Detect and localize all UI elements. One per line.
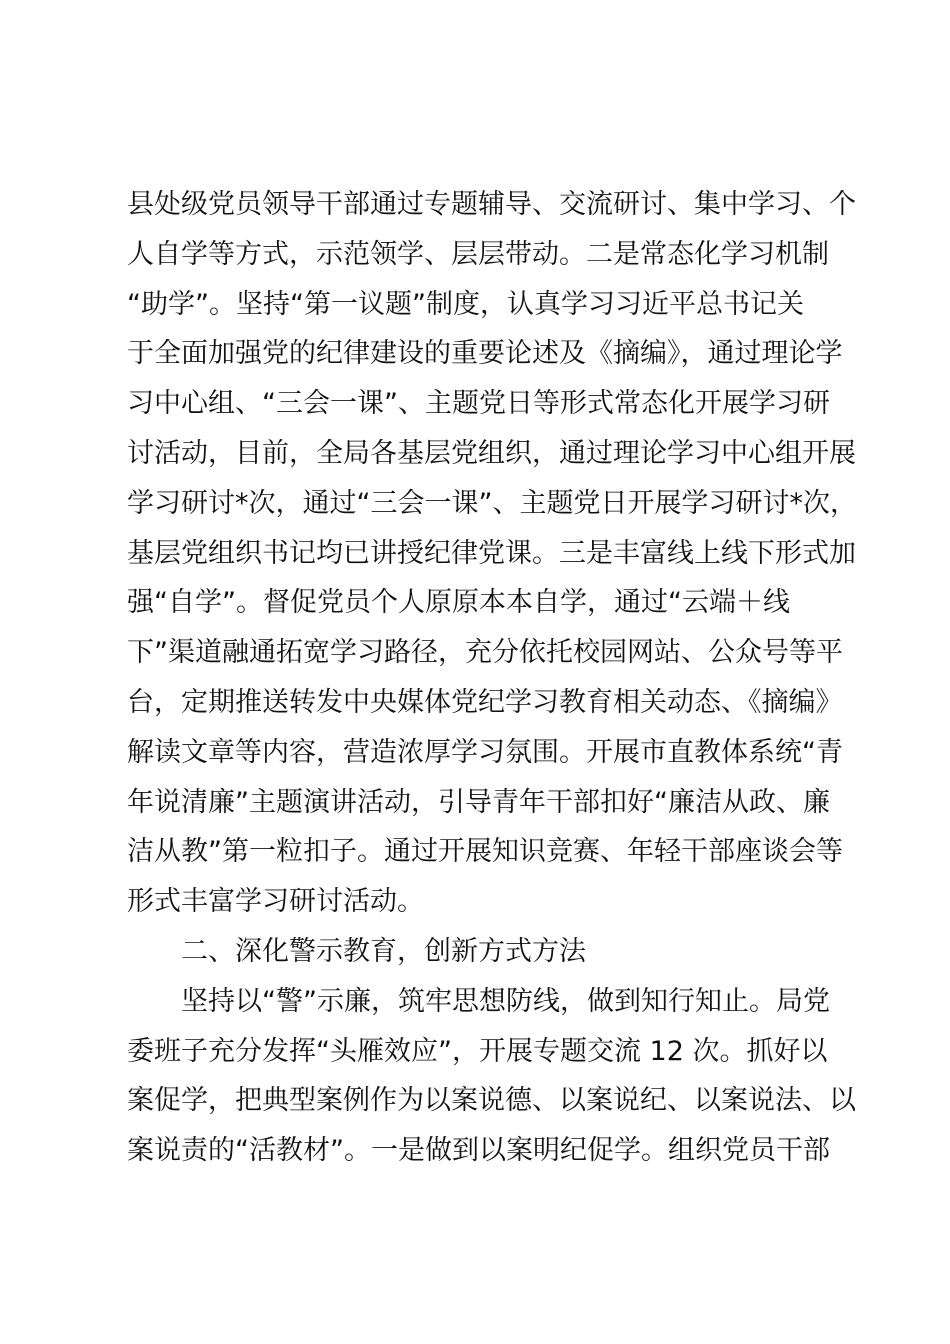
paragraph-line: 案促学，把典型案例作为以案说德、以案说纪、以案说法、以 [127,1085,856,1117]
paragraph-line: 人自学等方式，示范领学、层层带动。二是常态化学习机制 [127,238,829,270]
paragraph-line: 县处级党员领导干部通过专题辅导、交流研讨、集中学习、个 [127,189,856,220]
paragraph-line: 于全面加强党的纪律建设的重要论述及《摘编》，通过理论学 [127,338,843,370]
paragraph-line: 台，定期推送转发中央媒体党纪学习教育相关动态、《摘编》 [127,686,843,718]
document-body [127,180,857,1176]
paragraph-line: 形式丰富学习研讨活动。 [127,886,424,918]
paragraph-line: 解读文章等内容，营造浓厚学习氛围。开展市直教体系统“青 [127,736,843,768]
paragraph-line: 强“自学”。督促党员个人原原本本自学，通过“云端＋线 [127,587,790,619]
paragraph-line: 洁从教”第一粒扣子。通过开展知识竞赛、年轻干部座谈会等 [127,836,843,868]
paragraph-line: 案说责的“活教材”。一是做到以案明纪促学。组织党员干部 [127,1135,830,1167]
paragraph-line: 年说清廉”主题演讲活动，引导青年干部扣好“廉洁从政、廉 [127,786,830,818]
paragraph-line: 基层党组织书记均已讲授纪律党课。三是丰富线上线下形式加 [127,537,856,569]
paragraph-line: 学习研讨*次，通过“三会一课”、主题党日开展学习研讨*次， [127,487,857,519]
section-heading: 二、深化警示教育，创新方式方法 [181,935,586,967]
paragraph-line: 习中心组、“三会一课”、主题党日等形式常态化开展学习研 [127,388,830,420]
paragraph-line: 坚持以“警”示廉，筑牢思想防线，做到知行知止。局党 [181,985,830,1017]
paragraph-line: 委班子充分发挥“头雁效应”，开展专题交流 12 次。抓好以 [127,1035,828,1067]
paragraph-line: 讨活动，目前，全局各基层党组织，通过理论学习中心组开展 [127,437,856,469]
paragraph-line: “助学”。坚持“第一议题”制度，认真学习习近平总书记关 [127,288,804,320]
paragraph-line: 下”渠道融通拓宽学习路径，充分依托校园网站、公众号等平 [127,637,843,669]
